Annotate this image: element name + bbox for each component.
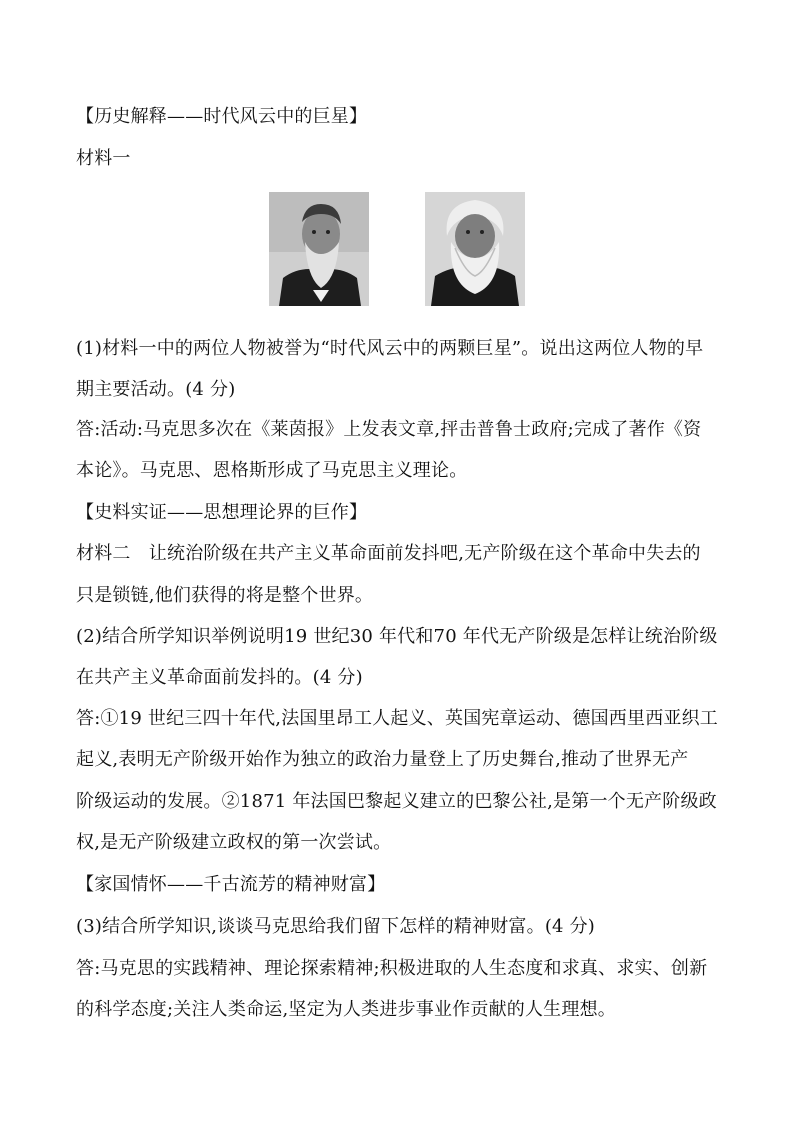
material-1-label: 材料一 — [76, 148, 131, 169]
material-2-line-2: 只是锁链,他们获得的将是整个世界。 — [76, 585, 374, 606]
question-2-line-2: 在共产主义革命面前发抖的。(4 分) — [76, 667, 363, 688]
answer-3-line-1: 答:马克思的实践精神、理论探索精神;积极进取的人生态度和求真、求实、创新 — [76, 958, 708, 979]
answer-1-line-1: 答:活动:马克思多次在《莱茵报》上发表文章,抨击普鲁士政府;完成了著作《资 — [76, 419, 702, 440]
answer-2-line-1: 答:①19 世纪三四十年代,法国里昂工人起义、英国宪章运动、德国西里西亚织工 — [76, 708, 719, 729]
section-1-heading: 【历史解释——时代风云中的巨星】 — [76, 106, 368, 127]
portrait-engels — [269, 192, 369, 306]
question-1-line-2: 期主要活动。(4 分) — [76, 379, 236, 400]
answer-1-line-2: 本论》。马克思、恩格斯形成了马克思主义理论。 — [76, 460, 468, 481]
portrait-marx — [425, 192, 525, 306]
answer-2-line-3: 阶级运动的发展。②1871 年法国巴黎起义建立的巴黎公社,是第一个无产阶级政 — [76, 791, 717, 812]
answer-2-line-4: 权,是无产阶级建立政权的第一次尝试。 — [76, 832, 392, 853]
portrait-marx-image — [425, 192, 525, 306]
question-3-line-1: (3)结合所学知识,谈谈马克思给我们留下怎样的精神财富。(4 分) — [76, 916, 596, 937]
portrait-engels-image — [269, 192, 369, 306]
question-1-line-1: (1)材料一中的两位人物被誉为“时代风云中的两颗巨星”。说出这两位人物的早 — [76, 338, 704, 359]
section-3-heading: 【家国情怀——千古流芳的精神财富】 — [76, 874, 386, 895]
material-2-line-1: 材料二 让统治阶级在共产主义革命面前发抖吧,无产阶级在这个革命中失去的 — [76, 543, 701, 564]
section-2-heading: 【史料实证——思想理论界的巨作】 — [76, 502, 368, 523]
question-2-line-1: (2)结合所学知识举例说明19 世纪30 年代和70 年代无产阶级是怎样让统治阶级 — [76, 626, 718, 647]
answer-3-line-2: 的科学态度;关注人类命运,坚定为人类进步事业作贡献的人生理想。 — [76, 999, 616, 1020]
answer-2-line-2: 起义,表明无产阶级开始作为独立的政治力量登上了历史舞台,推动了世界无产 — [76, 749, 689, 770]
